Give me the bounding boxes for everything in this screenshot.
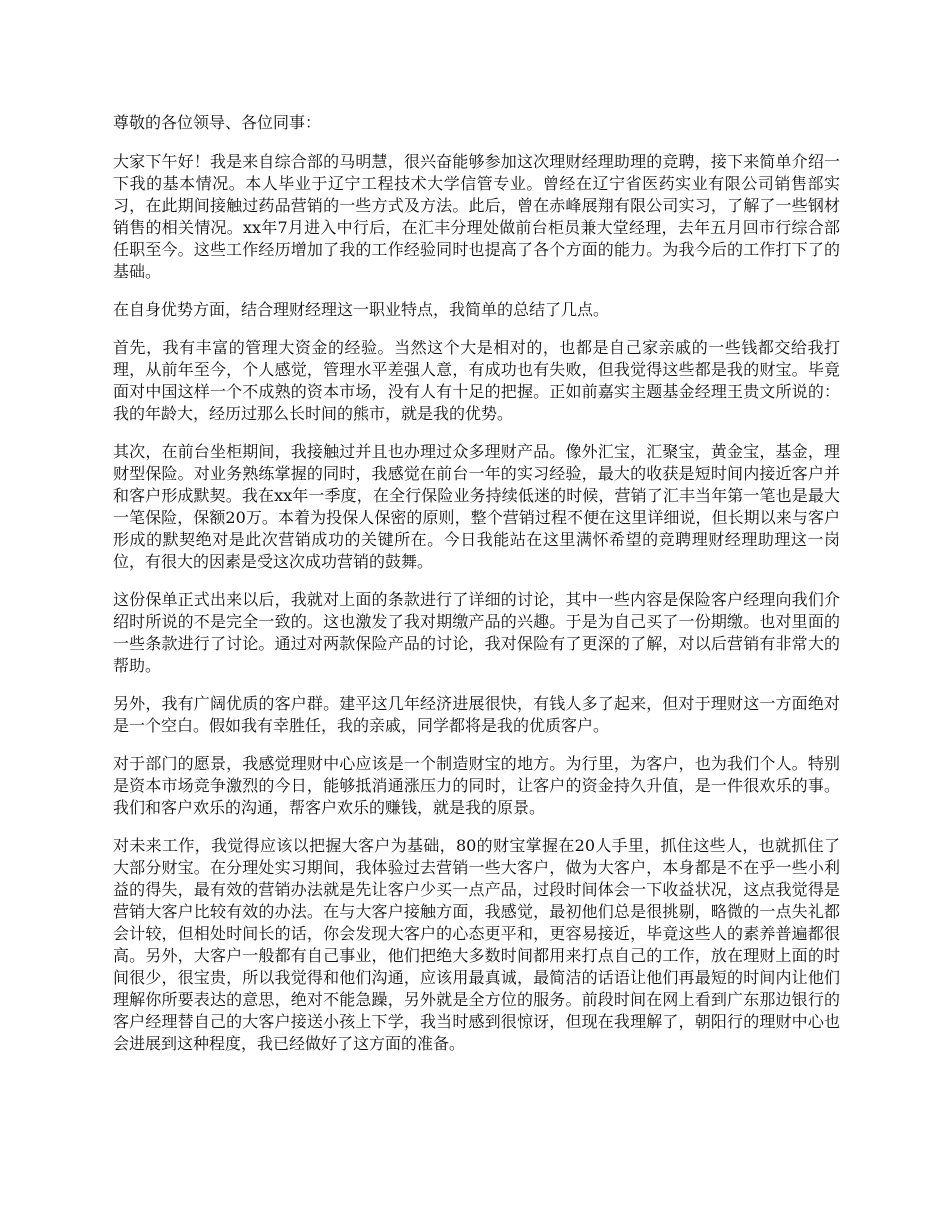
paragraph-vision: 对于部门的愿景，我感觉理财中心应该是一个制造财宝的地方。为行里，为客户，也为我们个人。特别是资本市场竞争激烈的今日，能够抵消通涨压力的同时，让客户的资金持久升值，是一件很欢乐的事。我们和客户欢乐的沟通，帮客户欢乐的赚钱，就是我的原景。	[113, 754, 840, 817]
paragraph-insurance-study: 这份保单正式出来以后，我就对上面的条款进行了详细的讨论，其中一些内容是保险客户经理向我们介绍时所说的不是完全一致的。这也激发了我对期缴产品的兴趣。于是为自己买了一份期缴。也对里面的一些条款进行了讨论。通过对两款保险产品的讨论，我对保险有了更深的了解，对以后营销有非常大的帮助。	[113, 590, 840, 675]
paragraph-second-point: 其次，在前台坐柜期间，我接触过并且也办理过众多理财产品。像外汇宝，汇聚宝，黄金宝，基金，理财型保险。对业务熟练掌握的同时，我感觉在前台一年的实习经验，最大的收获是短时间内接近客户并和客户形成默契。我在xx年一季度，在全行保险业务持续低迷的时候，营销了汇丰当年第一笔也是最大一笔保险，保额20万。本着为投保人保密的原则，整个营销过程不便在这里详细说，但长期以来与客户形成的默契绝对是此次营销成功的关键所在。今日我能站在这里满怀希望的竞聘理财经理助理这一岗位，有很大的因素是受这次成功营销的鼓舞。	[113, 442, 840, 571]
paragraph-client-base: 另外，我有广阔优质的客户群。建平这几年经济进展很快，有钱人多了起来，但对于理财这一方面绝对是一个空白。假如我有幸胜任，我的亲戚，同学都将是我的优质客户。	[113, 694, 840, 735]
document-body	[113, 112, 840, 1071]
paragraph-strengths-intro: 在自身优势方面，结合理财经理这一职业特点，我简单的总结了几点。	[113, 300, 610, 319]
salutation: 尊敬的各位领导、各位同事：	[113, 113, 322, 132]
paragraph-first-point: 首先，我有丰富的管理大资金的经验。当然这个大是相对的，也都是自己家亲戚的一些钱都交给我打理，从前年至今，个人感觉，管理水平差强人意，有成功也有失败，但我觉得这些都是我的财宝。毕竟面对中国这样一个不成熟的资本市场，没有人有十足的把握。正如前嘉实主题基金经理王贵文所说的：我的年龄大，经历过那么长时间的熊市，就是我的优势。	[113, 338, 840, 423]
paragraph-future-work: 对未来工作，我觉得应该以把握大客户为基础，80的财宝掌握在20人手里，抓住这些人，也就抓住了大部分财宝。在分理处实习期间，我体验过去营销一些大客户，做为大客户，本身都是不在乎一些小利益的得失，最有效的营销办法就是先让客户少买一点产品，过段时间体会一下收益状况，这点我觉得是营销大客户比较有效的办法。在与大客户接触方面，我感觉，最初他们总是很挑剔，略微的一点失礼都会计较，但相处时间长的话，你会发现大客户的心态更平和，更容易接近，毕竟这些人的素养普遍都很高。另外，大客户一般都有自己事业，他们把绝大多数时间都用来打点自己的工作，放在理财上面的时间很少，很宝贵，所以我觉得和他们沟通，应该用最真诚，最简洁的话语让他们再最短的时间内让他们理解你所要表达的意思，绝对不能急躁，另外就是全方位的服务。前段时间在网上看到广东那边银行的客户经理替自己的大客户接送小孩上下学，我当时感到很惊讶，但现在我理解了，朝阳行的理财中心也会进展到这种程度，我已经做好了这方面的准备。	[113, 836, 840, 1053]
paragraph-introduction: 大家下午好！我是来自综合部的马明慧，很兴奋能够参加这次理财经理助理的竞聘，接下来简单介绍一下我的基本情况。本人毕业于辽宁工程技术大学信管专业。曾经在辽宁省医药实业有限公司销售部实习，在此期间接触过药品营销的一些方式及方法。此后，曾在赤峰展翔有限公司实习，了解了一些钢材销售的相关情况。xx年7月进入中行后，在汇丰分理处做前台柜员兼大堂经理，去年五月回市行综合部任职至今。这些工作经历增加了我的工作经验同时也提高了各个方面的能力。为我今后的工作打下了的基础。	[113, 152, 840, 281]
